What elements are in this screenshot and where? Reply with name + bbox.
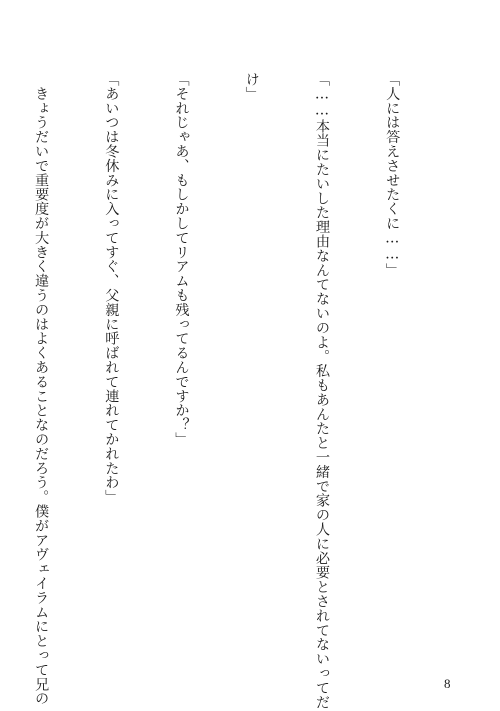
text-line-4: 「それじゃあ、もしかしてリアムも残ってるんですか？」 [173,72,190,447]
text-line-1: 「人には答えさせたくに……」 [384,72,401,278]
text-line-2: 「……本当にたいした理由なんてないのよ。私もあんたと一緒で家の人に必要とされてないってだ [313,72,330,710]
text-line-5: 「あいつは冬休みに入ってすぐ、父親に呼ばれて連れてかれたわ」 [103,72,120,504]
text-line-6: きょうだいで重要度が大きく違うのはよくあることなのだろう。僕がアヴェイラムにとって兄の [33,72,50,706]
vertical-body-text [0,72,450,710]
page-number: 8 [444,676,451,691]
text-line-3: け」 [243,72,260,101]
